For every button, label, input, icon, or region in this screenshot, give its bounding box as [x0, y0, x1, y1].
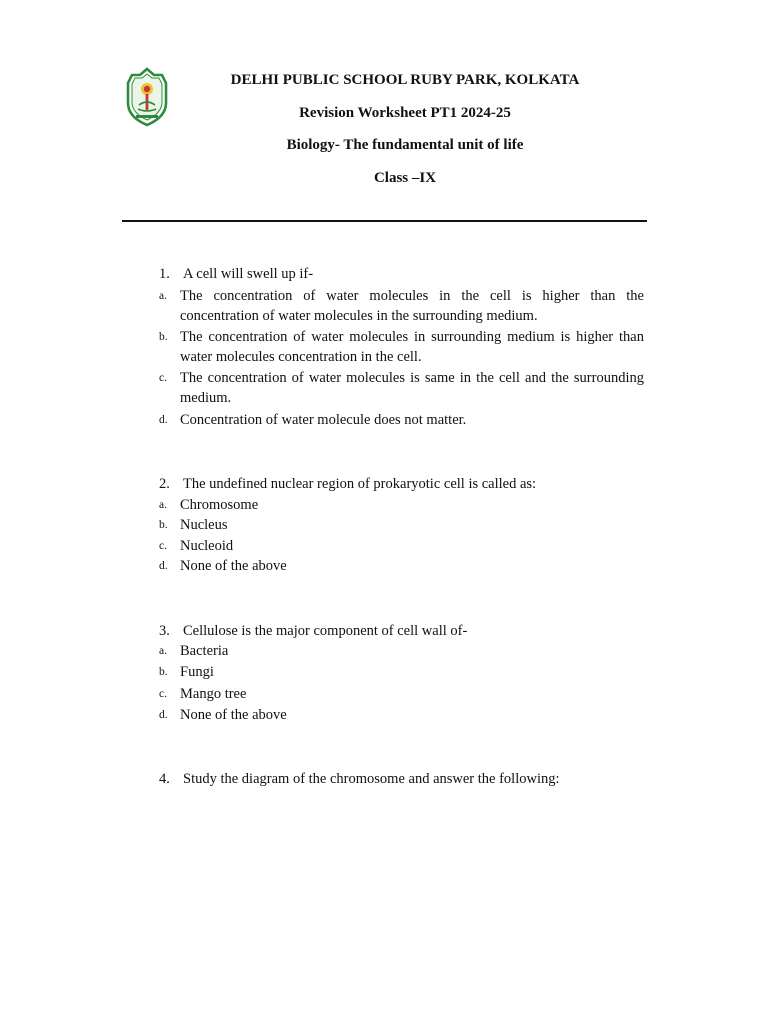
- question-3-number: 3.: [159, 623, 170, 639]
- q2-option-a-text: Chromosome: [180, 497, 259, 513]
- q2-option-a-letter: a.: [159, 499, 167, 511]
- q3-option-b-letter: b.: [159, 666, 168, 678]
- question-2-text: The undefined nuclear region of prokaryotic cell is called as:: [183, 476, 537, 492]
- q3-option-c-letter: c.: [159, 688, 167, 700]
- q1-option-b-letter: b.: [159, 331, 168, 343]
- q3-option-a-text: Bacteria: [180, 643, 229, 659]
- q3-option-d-text: None of the above: [180, 707, 287, 723]
- q3-option-b-text: Fungi: [180, 664, 214, 680]
- q3-option-c-text: Mango tree: [180, 686, 247, 702]
- q1-option-d-letter: d.: [159, 414, 168, 426]
- question-1-text: A cell will swell up if-: [183, 266, 314, 282]
- school-crest-icon: [124, 67, 170, 127]
- question-4-number: 4.: [159, 771, 170, 787]
- question-1-number: 1.: [159, 266, 170, 282]
- question-2-number: 2.: [159, 476, 170, 492]
- header-divider: [122, 220, 647, 222]
- q2-option-b-letter: b.: [159, 519, 168, 531]
- q1-option-b-text: The concentration of water molecules in surrounding medium is higher than water molecules concentration in the cell.: [180, 329, 644, 365]
- school-name: DELHI PUBLIC SCHOOL RUBY PARK, KOLKATA: [230, 72, 580, 88]
- q2-option-d-letter: d.: [159, 560, 168, 572]
- q1-option-a-letter: a.: [159, 290, 167, 302]
- q1-option-c-text: The concentration of water molecules is same in the cell and the surrounding medium.: [180, 370, 644, 406]
- q1-option-d-text: Concentration of water molecule does not matter.: [180, 412, 467, 428]
- worksheet-title: Revision Worksheet PT1 2024-25: [299, 105, 511, 121]
- q2-option-d-text: None of the above: [180, 558, 287, 574]
- q2-option-c-letter: c.: [159, 540, 167, 552]
- q3-option-d-letter: d.: [159, 709, 168, 721]
- q1-option-c-letter: c.: [159, 372, 167, 384]
- q2-option-c-text: Nucleoid: [180, 538, 234, 554]
- question-3-text: Cellulose is the major component of cell wall of-: [183, 623, 468, 639]
- q3-option-a-letter: a.: [159, 645, 167, 657]
- q2-option-b-text: Nucleus: [180, 517, 228, 533]
- question-4-text: Study the diagram of the chromosome and answer the following:: [183, 771, 560, 787]
- q1-option-a-text: The concentration of water molecules in the cell is higher than the concentration of water molecules in the surrounding medium.: [180, 288, 644, 324]
- class-label: Class –IX: [373, 170, 437, 186]
- subject-title: Biology- The fundamental unit of life: [286, 137, 524, 153]
